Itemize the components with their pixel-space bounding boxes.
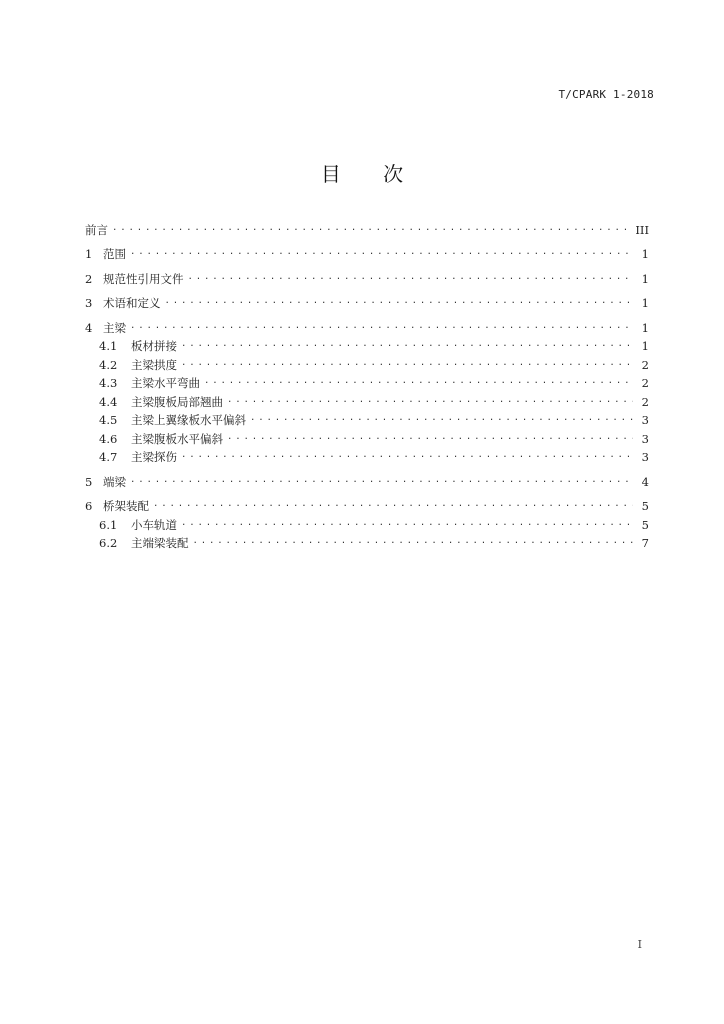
toc-entry-page: III [635, 222, 649, 237]
toc-entry[interactable] [85, 409, 649, 428]
toc-entry-label: 主梁腹板水平偏斜 [131, 431, 223, 446]
toc-entry-number: 4.6 [99, 431, 118, 446]
toc-entry-page: 1 [641, 320, 649, 335]
toc-entry-page: 1 [641, 271, 649, 286]
toc-entry[interactable] [85, 532, 649, 551]
toc-dot-leader [130, 473, 633, 489]
footer-page-number: I [637, 938, 642, 951]
toc-entry-page: 3 [641, 413, 649, 427]
toc-entry-label: 板材拼接 [131, 339, 177, 353]
toc-entry-label: 前言 [85, 222, 108, 237]
toc-entry[interactable] [85, 390, 649, 409]
toc-entry-number: 4 [85, 320, 93, 335]
toc-entry-page: 4 [641, 474, 649, 489]
toc-entry-page: 1 [641, 339, 649, 353]
toc-entry[interactable] [85, 292, 649, 311]
toc-entry[interactable] [85, 470, 649, 489]
toc-entry-number: 4.2 [99, 357, 118, 372]
toc-entry[interactable] [85, 316, 649, 335]
toc-dot-leader [181, 337, 633, 353]
toc-entry[interactable] [85, 495, 649, 514]
toc-entry[interactable] [85, 427, 649, 446]
toc-entry-page: 1 [641, 247, 649, 261]
toc-entry-label: 桥架装配 [103, 499, 149, 513]
toc-entry-number: 6.1 [99, 517, 118, 532]
toc-dot-leader [181, 516, 633, 532]
toc-entry-page: 3 [641, 431, 649, 446]
toc-entry-number: 5 [85, 474, 93, 489]
toc-entry-page: 5 [641, 499, 649, 513]
toc-entry-label: 端梁 [103, 474, 126, 489]
toc-entry[interactable] [85, 353, 649, 372]
toc-dot-leader [250, 411, 633, 427]
toc-entry[interactable] [85, 513, 649, 532]
toc-entry-number: 3 [85, 296, 93, 310]
toc-entry-number: 1 [85, 247, 93, 261]
toc-dot-leader [153, 497, 633, 513]
toc-entry-number: 2 [85, 271, 93, 286]
toc-entry-label: 术语和定义 [103, 296, 161, 310]
toc-entry-label: 主梁 [103, 320, 126, 335]
toc-entry[interactable] [85, 335, 649, 354]
page-title: 目 次 [320, 162, 422, 186]
toc-dot-leader [227, 393, 633, 409]
toc-entry-number: 6.2 [99, 536, 118, 550]
toc-entry-number: 4.4 [99, 394, 118, 409]
toc-entry-page: 7 [641, 536, 649, 550]
toc-entry-number: 4.5 [99, 413, 118, 427]
toc-entry-page: 3 [641, 450, 649, 464]
toc-dot-leader [181, 356, 633, 372]
toc-dot-leader [165, 294, 634, 310]
toc-dot-leader [204, 374, 633, 390]
table-of-contents [85, 218, 649, 550]
toc-entry-label: 主端梁装配 [131, 536, 189, 550]
toc-dot-leader [181, 448, 633, 464]
toc-entry-page: 2 [641, 357, 649, 372]
toc-entry-label: 范围 [103, 247, 126, 261]
toc-entry-label: 主梁上翼缘板水平偏斜 [131, 413, 246, 427]
toc-entry-label: 主梁水平弯曲 [131, 376, 200, 390]
toc-entry-number: 4.7 [99, 450, 118, 464]
toc-dot-leader [227, 430, 633, 446]
toc-entry-number: 4.1 [99, 339, 118, 353]
toc-entry-page: 2 [641, 376, 649, 390]
toc-entry-page: 2 [641, 394, 649, 409]
toc-entry[interactable] [85, 267, 649, 286]
toc-entry-label: 小车轨道 [131, 517, 177, 532]
document-id: T/CPARK 1-2018 [558, 88, 654, 101]
toc-entry[interactable] [85, 372, 649, 391]
toc-dot-leader [193, 534, 634, 550]
toc-dot-leader [130, 245, 633, 261]
toc-entry[interactable] [85, 446, 649, 465]
toc-entry-label: 主梁腹板局部翘曲 [131, 394, 223, 409]
toc-entry-label: 规范性引用文件 [103, 271, 184, 286]
toc-entry-number: 6 [85, 499, 93, 513]
toc-dot-leader [188, 270, 634, 286]
toc-entry-page: 5 [641, 517, 649, 532]
toc-entry[interactable] [85, 218, 649, 237]
toc-entry[interactable] [85, 243, 649, 262]
toc-entry-label: 主梁探伤 [131, 450, 177, 464]
toc-entry-label: 主梁拱度 [131, 357, 177, 372]
toc-entry-number: 4.3 [99, 376, 118, 390]
toc-entry-page: 1 [641, 296, 649, 310]
toc-dot-leader [130, 319, 633, 335]
toc-dot-leader [112, 221, 629, 237]
